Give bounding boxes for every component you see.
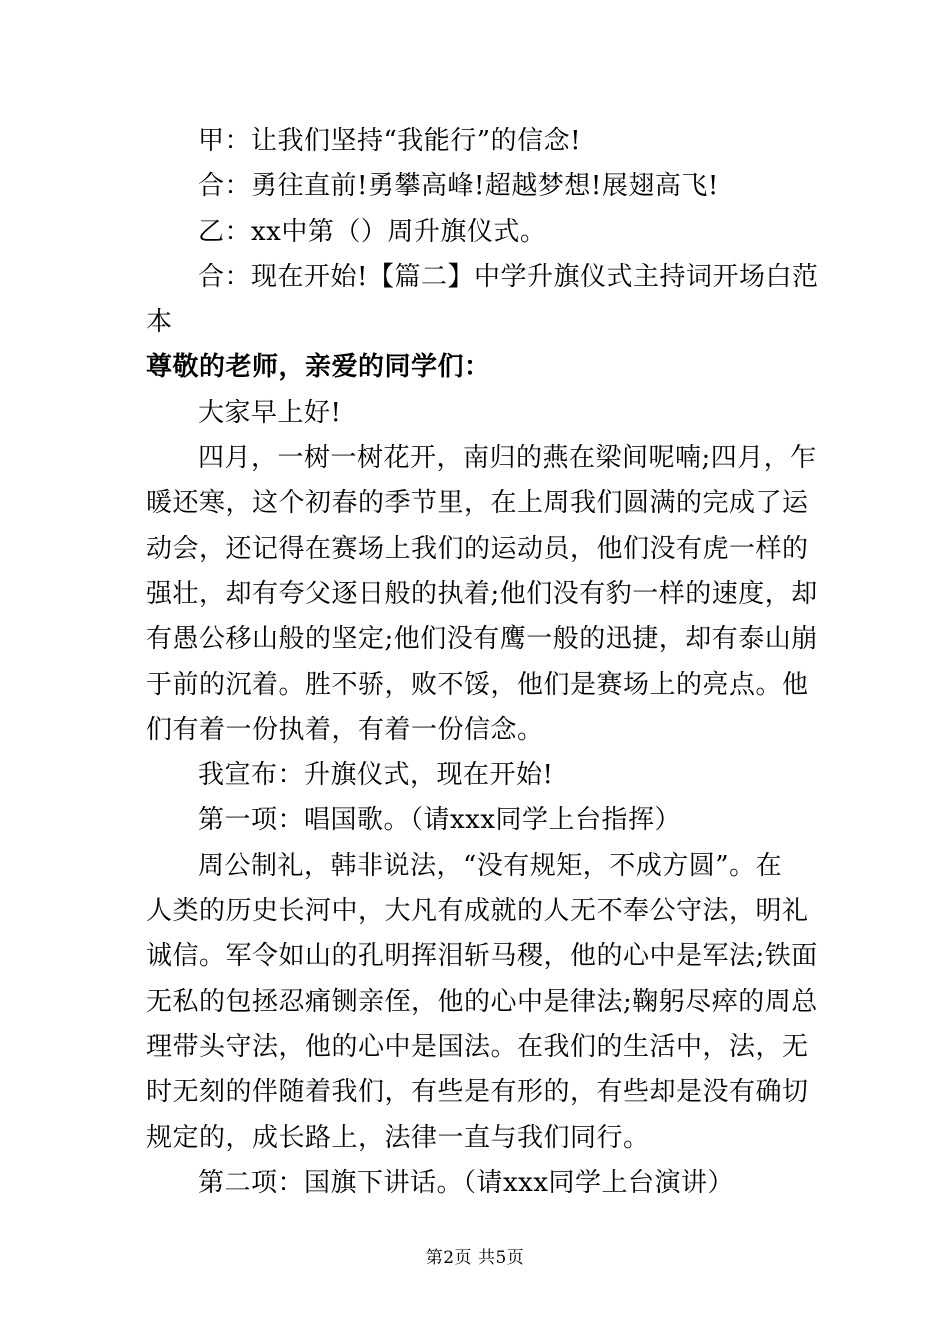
- text-line: 乙：xx中第（）周升旗仪式。: [198, 216, 547, 247]
- text-line: 动会，还记得在赛场上我们的运动员，他们没有虎一样的: [146, 533, 809, 564]
- text-line: 诚信。军令如山的孔明挥泪斩马稷，他的心中是军法;铁面: [146, 941, 818, 972]
- text-line: 强壮，却有夸父逐日般的执着;他们没有豹一样的速度，却: [146, 578, 818, 609]
- text-line: 本: [146, 307, 173, 338]
- text-line: 合：勇往直前!勇攀高峰!超越梦想!展翅高飞!: [198, 171, 719, 202]
- text-line: 人类的历史长河中，大凡有成就的人无不奉公守法，明礼: [146, 896, 809, 927]
- text-line: 第一项：唱国歌。（请xxx同学上台指挥）: [198, 805, 681, 836]
- text-line: 第二项：国旗下讲话。（请xxx同学上台演讲）: [198, 1167, 734, 1198]
- text-line: 于前的沉着。胜不骄，败不馁，他们是赛场上的亮点。他: [146, 669, 809, 700]
- salutation-line: 尊敬的老师，亲爱的同学们：: [146, 352, 491, 383]
- page-footer: 第2页 共5页: [425, 1248, 525, 1268]
- text-line: 理带头守法，他的心中是国法。在我们的生活中，法，无: [146, 1031, 809, 1062]
- text-line: 时无刻的伴随着我们，有些是有形的，有些却是没有确切: [146, 1077, 809, 1108]
- text-line: 我宣布：升旗仪式，现在开始!: [198, 760, 554, 791]
- text-line: 四月，一树一树花开，南归的燕在梁间呢喃;四月，乍: [198, 443, 817, 474]
- text-line: 周公制礼，韩非说法，“没有规矩，不成方圆”。在: [198, 850, 783, 881]
- text-line: 规定的，成长路上，法律一直与我们同行。: [146, 1122, 650, 1153]
- text-line: 甲：让我们坚持“我能行”的信念!: [198, 126, 582, 156]
- text-line: 无私的包拯忍痛铡亲侄，他的心中是律法;鞠躬尽瘁的周总: [146, 986, 818, 1017]
- text-line: 有愚公移山般的坚定;他们没有鹰一般的迅捷，却有泰山崩: [146, 624, 818, 655]
- text-line: 合：现在开始!【篇二】中学升旗仪式主持词开场白范: [198, 261, 819, 292]
- text-line: 大家早上好!: [198, 397, 342, 428]
- text-line: 暖还寒，这个初春的季节里，在上周我们圆满的完成了运: [146, 488, 809, 519]
- text-line: 们有着一份执着，有着一份信念。: [146, 714, 544, 745]
- document-body: [146, 119, 819, 1206]
